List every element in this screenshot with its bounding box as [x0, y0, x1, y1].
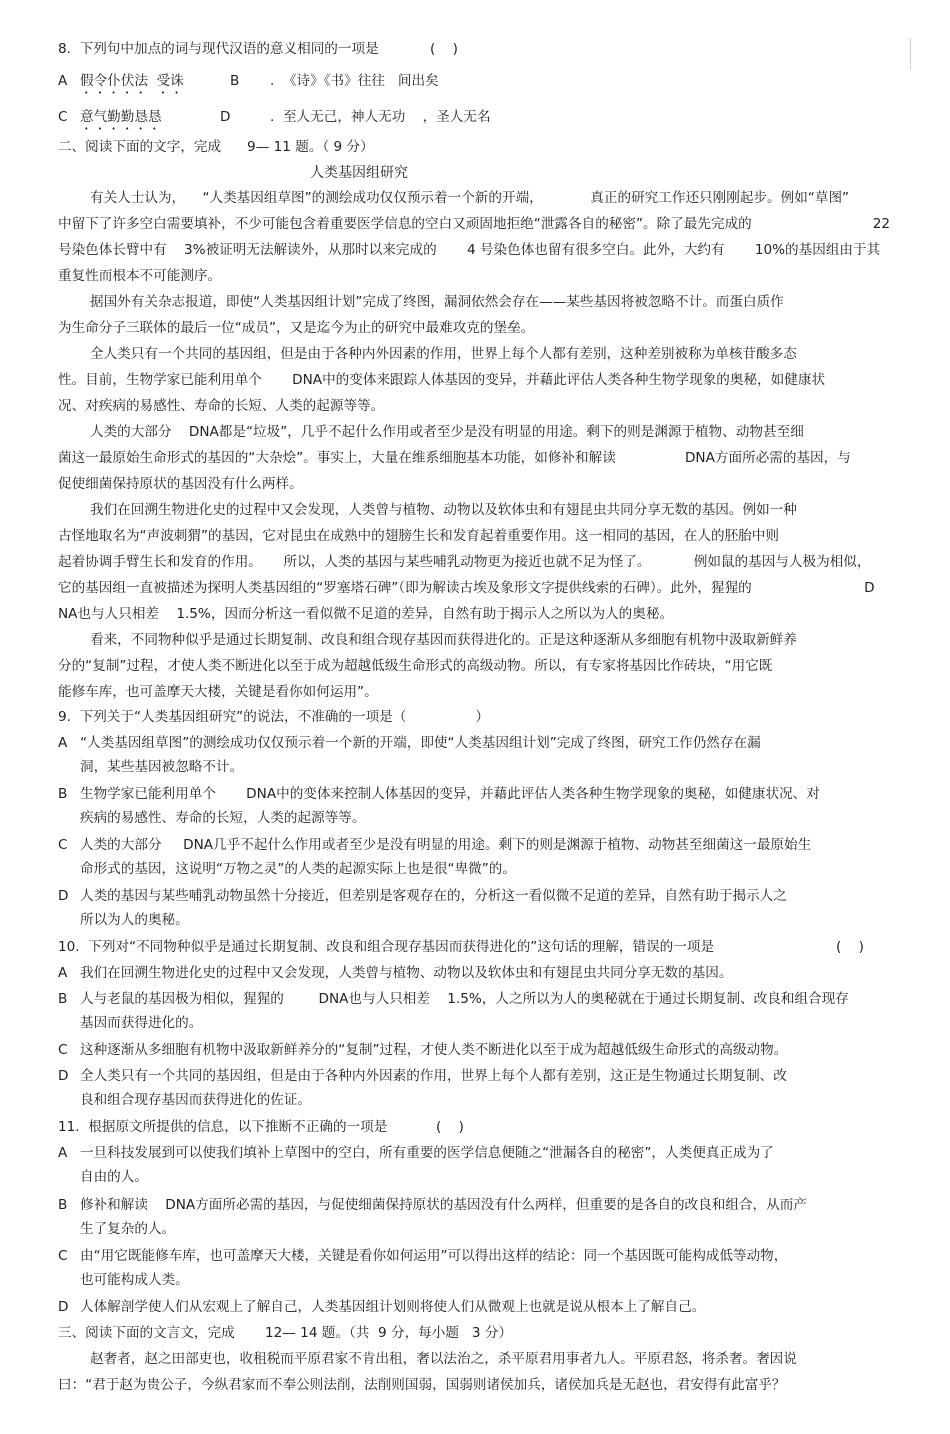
q10-option-d-line1: 全人类只有一个共同的基因组，但是由于各种内外因素的作用，世界上每个人都有差别，这正是生物通过长期复制、改 — [80, 1068, 787, 1084]
passage-line: 全人类只有一个共同的基因组，但是由于各种内外因素的作用，世界上每个人都有差别，这种差别被称为单核苷酸多态 — [90, 346, 797, 362]
q8-option-b-label: B — [230, 73, 240, 89]
page-edge-mark — [910, 38, 911, 70]
q11-option-c-line2: 也可能构成人类。 — [80, 1272, 189, 1288]
q9-option-b-line1: 生物学家已能利用单个 DNA中的变体来控制人体基因的变异，并藉此评估人类各种生物学现象的奥秘，如健康状况、对 — [80, 786, 820, 802]
classical-text-line: 赵奢者，赵之田部吏也，收租税而平原君家不肯出租，奢以法治之，杀平原君用事者九人。平原君怒，将杀奢。奢因说 — [90, 1351, 797, 1367]
q10-option-a-label: A — [58, 965, 68, 981]
q9-option-c-label: C — [58, 837, 68, 853]
passage-line: 看来，不同物种似乎是通过长期复制、改良和组合现存基因而获得进化的。正是这种逐渐从多细胞有机物中汲取新鲜养 — [90, 632, 797, 648]
q11-option-b-line1: 修补和解读 DNA方面所必需的基因，与促使细菌保持原状的基因没有什么两样，但重要的是各自的改良和组合，从而产 — [80, 1197, 807, 1213]
q9-option-d-line2: 所以为人的奥秘。 — [80, 912, 189, 928]
passage-line: 起着协调手臂生长和发育的作用。 所以，人类的基因与某些哺乳动物更为接近也就不足为怪了。 例如鼠的基因与人极为相似， — [58, 554, 871, 570]
q10-answer-paren: ( ) — [836, 939, 864, 955]
q11-option-d-line1: 人体解剖学使人们从宏观上了解自己，人类基因组计划则将使人们从微观上也就是说从根本上了解自己。 — [80, 1299, 706, 1315]
passage-line: 号染色体长臂中有 3%被证明无法解读外，从那时以来完成的 4 号染色体也留有很多空白。此外，大约有 10%的基因组由于其 — [58, 242, 881, 258]
passage-line: 性。目前，生物学家已能利用单个 DNA中的变体来跟踪人体基因的变异，并藉此评估人类各种生物学现象的奥秘，如健康状 — [58, 372, 826, 388]
q9-option-a-label: A — [58, 735, 68, 751]
q10-option-c-label: C — [58, 1042, 68, 1058]
passage-line: 人类的大部分 DNA都是“垃圾”，几乎不起什么作用或者至少是没有明显的用途。剩下的则是渊源于植物、动物甚至细 — [90, 424, 804, 440]
q10-option-b-label: B — [58, 991, 68, 1007]
q10-option-c-line1: 这种逐渐从多细胞有机物中汲取新鲜养分的“复制”过程，才使人类不断进化以至于成为超越低级生命形式的高级动物。 — [80, 1042, 788, 1058]
q11-answer-paren: ( ) — [436, 1119, 464, 1135]
passage-line: 为生命分子三联体的最后一位“成员”，又是迄今为止的研究中最难攻克的堡垒。 — [58, 320, 535, 336]
passage-line: 有关人士认为， “人类基因组草图”的测绘成功仅仅预示着一个新的开端， 真正的研究工作还只刚刚起步。例如“草图” — [90, 190, 850, 206]
q10-option-b-line2: 基因而获得进化的。 — [80, 1015, 203, 1031]
q8-option-b-text: . 《诗》《书》往往 间出矣 — [270, 73, 439, 89]
q9-option-a-line2: 洞，某些基因被忽略不计。 — [80, 759, 244, 775]
q9-option-a-line1: “人类基因组草图”的测绘成功仅仅预示着一个新的开端，即使“人类基因组计划”完成了终图，研究工作仍然存在漏 — [80, 735, 761, 751]
q10-option-b-line1: 人与老鼠的基因极为相似，猩猩的 DNA也与人只相差 1.5%，人之所以为人的奥秘就在于通过长期复制、改良和组合现存 — [80, 991, 849, 1007]
section3-heading: 三、阅读下面的文言文，完成 12— 14 题。（共 9 分，每小题 3 分） — [58, 1325, 513, 1341]
q9-option-b-label: B — [58, 786, 68, 802]
passage-line: 据国外有关杂志报道，即使“人类基因组计划”完成了终图，漏洞依然会存在——某些基因将被忽略不计。而蛋白质作 — [90, 294, 784, 310]
q8-stem: 8. 下列句中加点的词与现代汉语的意义相同的一项是 — [58, 41, 379, 57]
passage-line: 我们在回溯生物进化史的过程中又会发现，人类曾与植物、动物以及软体虫和有翅昆虫共同分享无数的基因。例如一种 — [90, 502, 797, 518]
q11-option-a-label: A — [58, 1145, 68, 1161]
q11-option-a-line2: 自由的人。 — [80, 1169, 148, 1185]
q10-option-d-label: D — [58, 1068, 69, 1084]
section2-heading: 二、阅读下面的文字，完成 9— 11 题。（ 9 分） — [58, 139, 374, 155]
q9-option-c-line2: 命形式的基因，这说明“万物之灵”的人类的起源实际上也是很“卑微”的。 — [80, 861, 516, 877]
q9-option-d-line1: 人类的基因与某些哺乳动物虽然十分接近，但差别是客观存在的，分析这一看似微不足道的差异，自然有助于揭示人之 — [80, 888, 787, 904]
passage-line: 重复性而根本不可能测序。 — [58, 268, 222, 284]
q9-option-b-line2: 疾病的易感性、寿命的长短，人类的起源等等。 — [80, 810, 366, 826]
q8-option-c-label: C — [58, 109, 68, 125]
q11-option-c-line1: 由“用它既能修车库，也可盖摩天大楼，关键是看你如何运用”可以得出这样的结论：同一个基因既可能构成低等动物， — [80, 1248, 788, 1264]
passage-line: 能修车库，也可盖摩天大楼，关键是看你如何运用”。 — [58, 684, 378, 700]
passage-title: 人类基因组研究 — [310, 165, 408, 181]
q11-option-d-label: D — [58, 1299, 69, 1315]
passage-line: NA也与人只相差 1.5%，因而分析这一看似微不足道的差异，自然有助于揭示人之所以为人的奥秘。 — [58, 606, 674, 622]
passage-line: 分的“复制”过程，才使人类不断进化以至于成为超越低级生命形式的高级动物。所以，有专家将基因比作砖块，“用它既 — [58, 658, 773, 674]
passage-line: 中留下了许多空白需要填补，不少可能包含着重要医学信息的空白又顽固地拒绝“泄露各自的秘密”。除了最先完成的 22 — [58, 216, 891, 232]
q8-answer-paren: ( ) — [430, 41, 458, 57]
passage-line: 它的基因组一直被描述为探明人类基因组的“罗塞塔石碑”（即为解读古埃及象形文字提供线索的石碑）。此外，猩猩的 D — [58, 580, 875, 596]
q9-option-d-label: D — [58, 888, 69, 904]
passage-line: 菌这一最原始生命形式的基因的“大杂烩”。事实上，大量在维系细胞基本功能，如修补和解读 DNA方面所必需的基因，与 — [58, 450, 851, 466]
passage-line: 况、对疾病的易感性、寿命的长短、人类的起源等等。 — [58, 398, 385, 414]
q8-option-d-label: D — [220, 109, 231, 125]
q8-option-d-text: . 至人无己，神人无功 ，圣人无名 — [270, 109, 491, 125]
q8-option-a-label: A — [58, 73, 68, 89]
q11-option-b-line2: 生了复杂的人。 — [80, 1221, 176, 1237]
q8-option-a-text: 假令仆伏法 受诛 — [80, 73, 184, 89]
classical-text-line: 曰：“君于赵为贵公子，今纵君家而不奉公则法削，法削则国弱，国弱则诸侯加兵，诸侯加兵是无赵也，君安得有此富乎？ — [58, 1377, 786, 1393]
q10-option-a-line1: 我们在回溯生物进化史的过程中又会发现，人类曾与植物、动物以及软体虫和有翅昆虫共同分享无数的基因。 — [80, 965, 733, 981]
q11-option-a-line1: 一旦科技发展到可以使我们填补上草图中的空白，所有重要的医学信息便随之“泄漏各自的秘密”，人类便真正成为了 — [80, 1145, 774, 1161]
q11-option-c-label: C — [58, 1248, 68, 1264]
q10-option-d-line2: 良和组合现存基因而获得进化的佐证。 — [80, 1092, 312, 1108]
q9-stem: 9. 下列关于“人类基因组研究”的说法，不准确的一项是（ ） — [58, 709, 490, 725]
q10-stem: 10. 下列对“不同物种似乎是通过长期复制、改良和组合现存基因而获得进化的”这句话的理解，错误的一项是 — [58, 939, 715, 955]
q9-option-c-line1: 人类的大部分 DNA几乎不起什么作用或者至少是没有明显的用途。剩下的则是渊源于植物、动物甚至细菌这一最原始生 — [80, 837, 812, 853]
q11-option-b-label: B — [58, 1197, 68, 1213]
passage-line: 促使细菌保持原状的基因没有什么两样。 — [58, 476, 303, 492]
passage-line: 古怪地取名为“声波刺猬”的基因，它对昆虫在成熟中的翅膀生长和发育起着重要作用。这一相同的基因，在人的胚胎中则 — [58, 528, 779, 544]
q8-option-c-text: 意气勤勤恳恳 — [80, 109, 162, 125]
q11-stem: 11. 根据原文所提供的信息，以下推断不正确的一项是 — [58, 1119, 388, 1135]
